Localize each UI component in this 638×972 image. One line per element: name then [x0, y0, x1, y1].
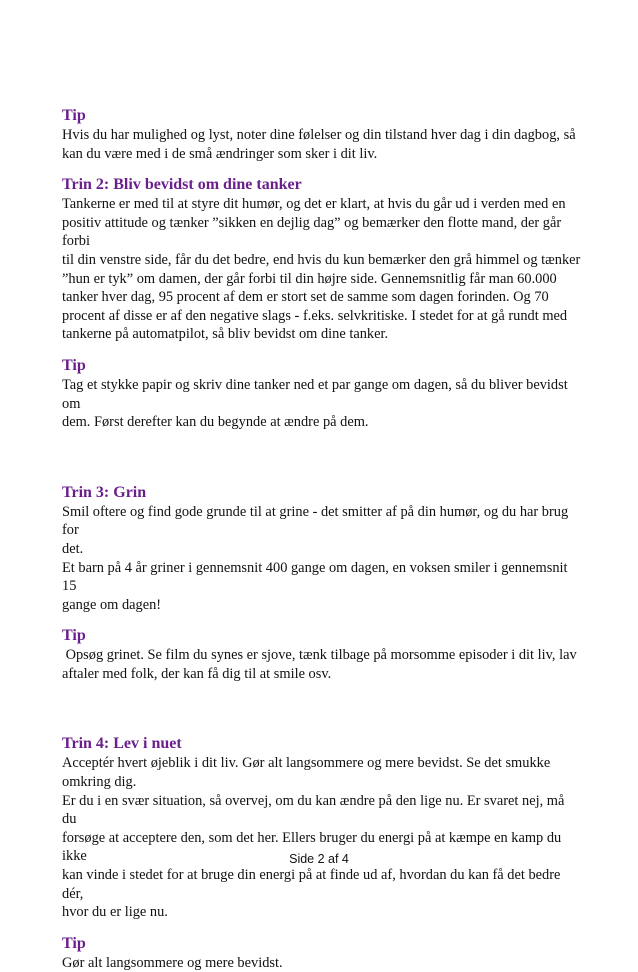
- text-line: Tag et stykke papir og skriv dine tanker ned et par gange om dagen, så du bliver bevidst om: [62, 376, 568, 412]
- text-line: positiv attitude og tænker ”sikken en dejlig dag” og bemærker den flotte mand, der går forbi: [62, 214, 562, 250]
- paragraph: [62, 195, 582, 344]
- paragraph: [62, 126, 582, 163]
- text-line: Hvis du har mulighed og lyst, noter dine følelser og din tilstand hver dag i din dagbog, så: [62, 127, 576, 143]
- paragraph: [62, 503, 582, 615]
- page-number: Side 2 af 4: [289, 852, 349, 866]
- text-line: til din venstre side, får du det bedre, end hvis du kun bemærker den grå himmel og tænker: [62, 251, 581, 268]
- text-line: aftaler med folk, der kan få dig til at smile osv.: [62, 665, 332, 682]
- section-heading: Trin 2: Bliv bevidst om dine tanker: [62, 176, 302, 194]
- text-line: Et barn på 4 år griner i gennemsnit 400 gange om dagen, en voksen smiler i gennemsnit 15: [62, 559, 568, 595]
- step-4-block: [62, 733, 582, 921]
- text-line: tanker hver dag, 95 procent af dem er stort set de samme som dagen forinden. Og 70: [62, 289, 549, 306]
- text-line: Opsøg grinet. Se film du synes er sjove, tænk tilbage på morsomme episoder i dit liv, lav: [62, 647, 577, 664]
- paragraph: [62, 646, 582, 683]
- section-heading: Trin 4: Lev i nuet: [62, 735, 182, 753]
- section-heading: Tip: [62, 627, 86, 645]
- step-2-block: [62, 174, 582, 344]
- text-line: forsøge at acceptere den, som det her. Ellers bruger du energi på at kæmpe en kamp du ikke: [62, 829, 562, 865]
- text-line: dem. Først derefter kan du begynde at ændre på dem.: [62, 414, 369, 431]
- text-line: Acceptér hvert øjeblik i dit liv. Gør alt langsommere og mere bevidst. Se det smukke: [62, 755, 551, 772]
- text-line: kan du være med i de små ændringer som sker i dit liv.: [62, 145, 378, 162]
- text-line: tankerne på automatpilot, så bliv bevidst om dine tanker.: [62, 326, 389, 343]
- tip-block: [62, 355, 582, 432]
- section-heading: Trin 3: Grin: [62, 483, 147, 501]
- paragraph: [62, 376, 582, 432]
- text-line: Er du i en svær situation, så overvej, om du kan ændre på den lige nu. Er svaret nej, må du: [62, 792, 565, 828]
- text-line: omkring dig.: [62, 774, 137, 791]
- text-line: Smil oftere og find gode grunde til at grine - det smitter af på din humør, og du har brug for: [62, 503, 569, 539]
- paragraph: [62, 754, 582, 921]
- text-line: hvor du er lige nu.: [62, 904, 168, 921]
- section-heading: Tip: [62, 934, 86, 952]
- text-line: ”hun er tyk” om damen, der går forbi til din højre side. Gennemsnitlig får man 60.000: [62, 270, 557, 287]
- section-heading: Tip: [62, 356, 86, 374]
- tip-block: [62, 933, 582, 972]
- tip-block: [62, 105, 582, 163]
- paragraph: [62, 954, 582, 972]
- text-line: kan vinde i stedet for at bruge din energi på at finde ud af, hvordan du kan få det bedre dér,: [62, 867, 561, 902]
- tip-block: [62, 625, 582, 683]
- text-line: gange om dagen!: [62, 596, 162, 613]
- text-line: det.: [62, 540, 84, 557]
- document-page: [62, 105, 582, 972]
- step-3-block: [62, 482, 582, 615]
- text-line: procent af disse er af den negative slags - f.eks. selvkritiske. I stedet for at gå rundt med: [62, 307, 568, 324]
- text-line: Gør alt langsommere og mere bevidst.: [62, 954, 283, 971]
- text-line: Tankerne er med til at styre dit humør, og det er klart, at hvis du går ud i verden med en: [62, 196, 566, 213]
- section-heading: Tip: [62, 107, 86, 124]
